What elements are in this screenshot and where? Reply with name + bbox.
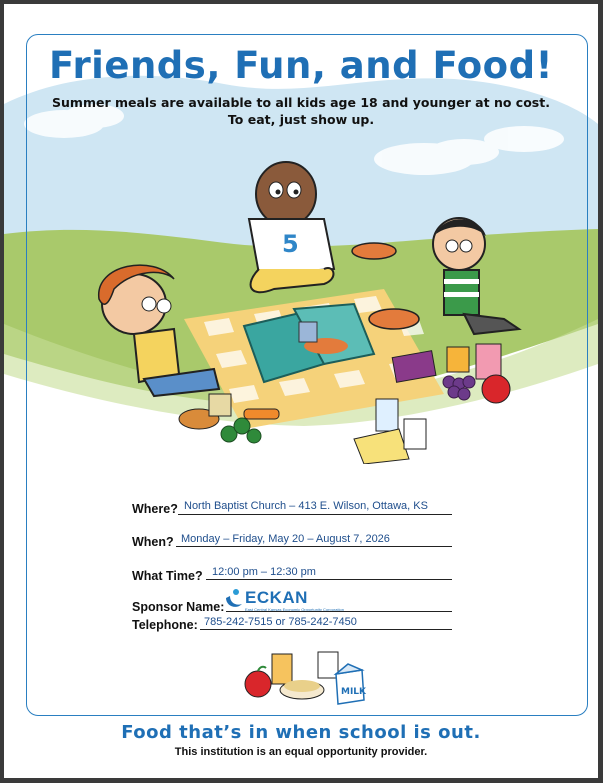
flyer-title: Friends, Fun, and Food! <box>49 44 553 87</box>
footer-tagline: Food that’s in when school is out. <box>121 722 481 743</box>
where-label: Where? <box>132 502 178 516</box>
flyer-page <box>4 4 598 778</box>
time-underline <box>206 579 452 580</box>
content-border <box>26 34 588 716</box>
sponsor-underline <box>226 611 452 612</box>
bottom-food-illustration <box>240 640 370 706</box>
sponsor-logo-text: ECKAN <box>245 588 308 607</box>
milk-carton-label: MILK <box>341 687 367 697</box>
eckan-logo-icon <box>224 588 244 610</box>
flyer-subtitle-line1: Summer meals are available to all kids age 18 and younger at no cost. <box>52 95 550 110</box>
where-underline <box>178 514 452 515</box>
where-value: North Baptist Church – 413 E. Wilson, Ottawa, KS <box>184 500 428 512</box>
when-label: When? <box>132 535 174 549</box>
sponsor-logo-small: East Central Kansas Economic Opportunity Corporation <box>245 607 344 612</box>
telephone-label: Telephone: <box>132 618 198 632</box>
when-value: Monday – Friday, May 20 – August 7, 2026 <box>181 533 390 545</box>
when-underline <box>176 546 452 547</box>
telephone-underline <box>200 629 452 630</box>
time-value: 12:00 pm – 12:30 pm <box>212 566 316 578</box>
time-label: What Time? <box>132 569 203 583</box>
equal-opportunity-statement: This institution is an equal opportunity provider. <box>174 746 428 758</box>
sponsor-label: Sponsor Name: <box>132 600 225 614</box>
telephone-value: 785-242-7515 or 785-242-7450 <box>204 616 357 628</box>
shirt-number: 5 <box>282 230 299 258</box>
flyer-subtitle-line2: To eat, just show up. <box>227 112 375 127</box>
